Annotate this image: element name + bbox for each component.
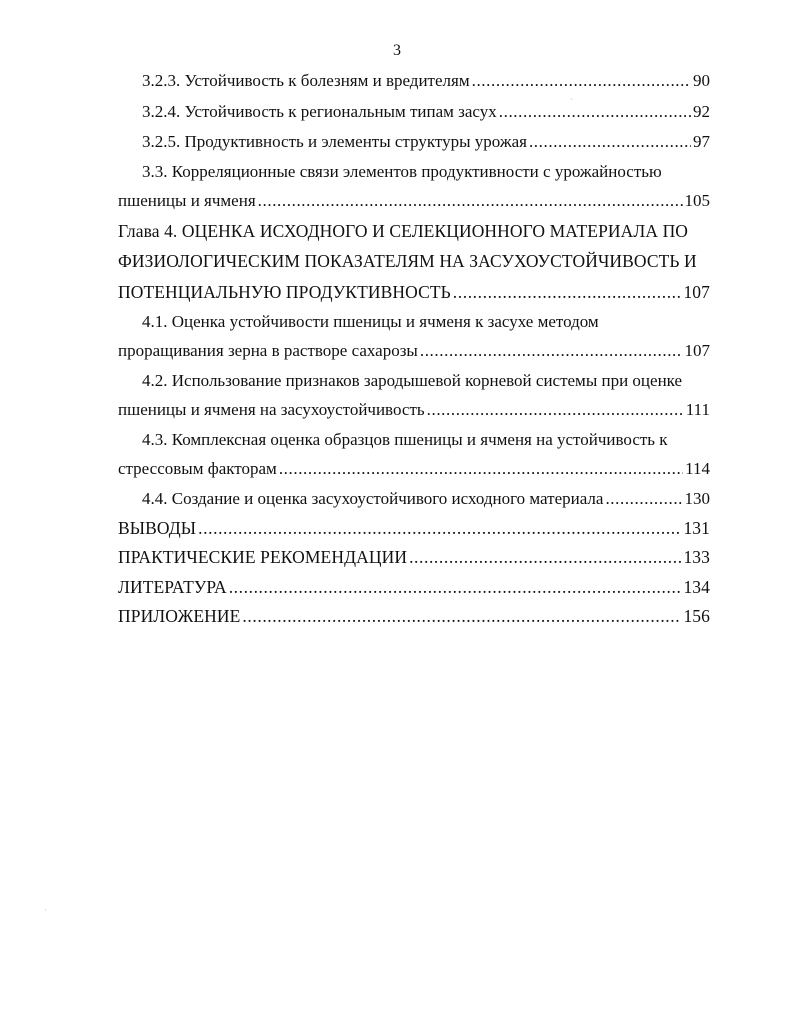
toc-entry-page: 114 [685, 459, 710, 478]
toc-entry-4-3-line1 [142, 429, 710, 451]
toc-entry-title: ФИЗИОЛОГИЧЕСКИМ ПОКАЗАТЕЛЯМ НА ЗАСУХОУСТОЙЧИВОСТЬ И [118, 251, 697, 271]
toc-entry-page: 111 [685, 400, 710, 419]
toc-entry-title: ВЫВОДЫ [118, 518, 197, 538]
toc-leader-dots [499, 101, 691, 123]
toc-entry-page: 105 [684, 191, 710, 210]
toc-entry-page: 133 [683, 547, 710, 567]
toc-entry-appendix [118, 605, 710, 627]
toc-leader-dots [258, 190, 683, 212]
toc-entry-page: 92 [693, 102, 710, 121]
page-number: 3 [393, 42, 401, 59]
toc-entry-title: пшеницы и ячменя [118, 191, 256, 210]
toc-leader-dots [427, 399, 684, 421]
toc-entry-title: ПРАКТИЧЕСКИЕ РЕКОМЕНДАЦИИ [118, 547, 408, 567]
toc-entry-page: 107 [684, 341, 710, 360]
toc-leader-dots [472, 70, 691, 92]
toc-entry-recommendations [118, 546, 710, 568]
toc-entry-title: 4.4. Создание и оценка засухоустойчивого исходного материала [142, 489, 604, 508]
toc-entry-title: Глава 4. ОЦЕНКА ИСХОДНОГО И СЕЛЕКЦИОННОГО МАТЕРИАЛА ПО [118, 221, 689, 241]
toc-entry-page: 90 [693, 71, 710, 90]
toc-leader-dots [420, 340, 683, 362]
toc-entry-4-2-line2 [118, 399, 710, 421]
toc-leader-dots [409, 546, 681, 568]
toc-entry-title: 4.3. Комплексная оценка образцов пшеницы и ячменя на устойчивость к [142, 430, 668, 449]
toc-leader-dots [605, 488, 682, 510]
toc-leader-dots [529, 131, 691, 153]
toc-entry-title: ПРИЛОЖЕНИЕ [118, 606, 241, 626]
toc-entry-title: 3.2.4. Устойчивость к региональным типам засух [142, 102, 497, 121]
toc-entry-4-4 [142, 488, 710, 510]
toc-entry-3-2-3 [142, 70, 710, 92]
toc-entry-4-1-line1 [142, 311, 710, 333]
toc-chapter-4-line2 [118, 250, 710, 272]
toc-entry-title: ПОТЕНЦИАЛЬНУЮ ПРОДУКТИВНОСТЬ [118, 282, 451, 302]
toc-entry-literature [118, 576, 710, 598]
toc-entry-title: 4.1. Оценка устойчивости пшеницы и ячменя к засухе методом [142, 312, 599, 331]
toc-entry-4-2-line1 [142, 370, 710, 392]
toc-leader-dots [279, 458, 683, 480]
toc-entry-title: ЛИТЕРАТУРА [118, 577, 227, 597]
toc-entry-page: 131 [683, 518, 710, 538]
toc-entry-4-3-line2 [118, 458, 710, 480]
toc-entry-page: 130 [684, 489, 710, 508]
toc-entry-title: 3.3. Корреляционные связи элементов продуктивности с урожайностью [142, 162, 662, 181]
toc-entry-title: 3.2.5. Продуктивность и элементы структуры урожая [142, 132, 527, 151]
toc-entry-title: пшеницы и ячменя на засухоустойчивость [118, 400, 425, 419]
toc-entry-title: проращивания зерна в растворе сахарозы [118, 341, 418, 360]
toc-chapter-4-line1 [118, 220, 710, 242]
toc-entry-page: 97 [693, 132, 710, 151]
toc-leader-dots [453, 281, 682, 303]
toc-entry-3-2-4 [142, 101, 710, 123]
toc-leader-dots [229, 576, 682, 598]
toc-entry-conclusions [118, 517, 710, 539]
toc-leader-dots [242, 605, 681, 627]
toc-entry-title: 4.2. Использование признаков зародышевой корневой системы при оценке [142, 371, 683, 390]
toc-leader-dots [198, 517, 681, 539]
toc-entry-page: 134 [683, 577, 710, 597]
toc-entry-title: стрессовым факторам [118, 459, 277, 478]
toc-entry-page: 107 [683, 282, 710, 302]
toc-entry-4-1-line2 [118, 340, 710, 362]
toc-chapter-4-line3 [118, 281, 710, 303]
toc-entry-title: 3.2.3. Устойчивость к болезням и вредителям [142, 71, 470, 90]
toc-entry-page: 156 [683, 606, 710, 626]
scan-speck: ˏ [570, 90, 573, 100]
toc-entry-3-3-line1 [142, 161, 710, 183]
toc-entry-3-3-line2 [118, 190, 710, 212]
scan-speck: · [44, 905, 47, 915]
toc-entry-3-2-5 [142, 131, 710, 153]
